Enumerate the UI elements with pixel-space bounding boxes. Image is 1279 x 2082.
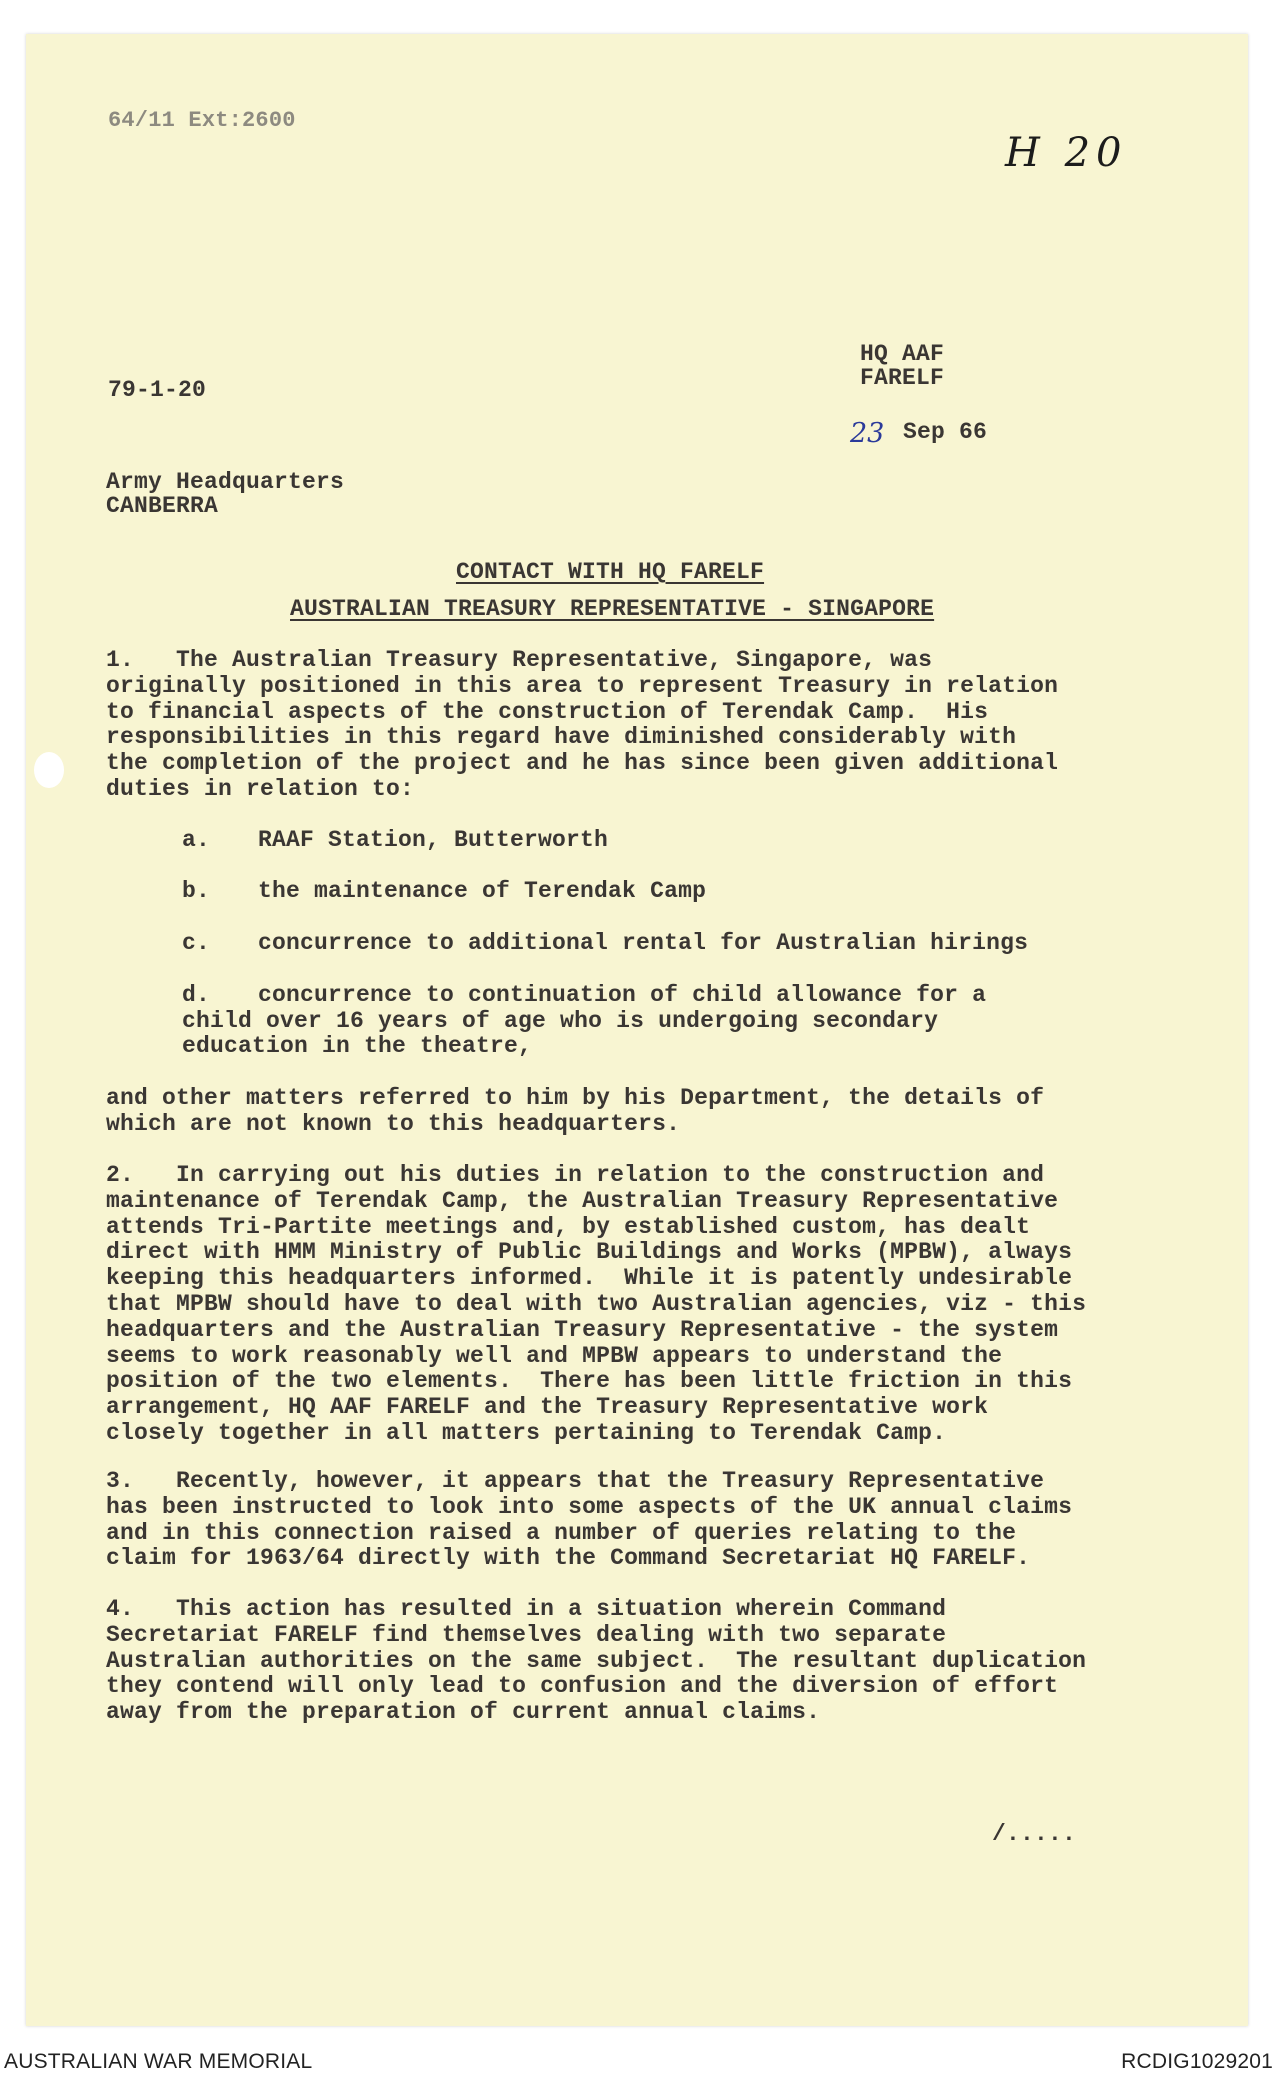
file-number: 79-1-20: [108, 377, 207, 403]
text-line: keeping this headquarters informed. While it is patently undesirable: [106, 1265, 1073, 1292]
text-line: position of the two elements. There has been little friction in this: [106, 1368, 1073, 1395]
text-line: claim for 1963/64 directly with the Command Secretariat HQ FARELF.: [106, 1545, 1031, 1572]
paragraph-1: [106, 648, 1058, 803]
paragraph-4: [106, 1597, 1086, 1726]
item-c-text: concurrence to additional rental for Australian hirings: [258, 930, 1029, 956]
text-line: which are not known to this headquarters.: [106, 1110, 681, 1137]
text-line: and in this connection raised a number of queries relating to the: [106, 1519, 1017, 1546]
text-line: 4. This action has resulted in a situation wherein Command: [106, 1596, 947, 1622]
paragraph-2: [106, 1163, 1086, 1447]
text-line: responsibilities in this regard have diminished considerably with: [106, 724, 1017, 751]
item-b-letter: b.: [182, 878, 211, 904]
footer-institution: AUSTRALIAN WAR MEMORIAL: [4, 2050, 313, 2073]
text-line: Secretariat FARELF find themselves dealing with two separate: [106, 1621, 947, 1648]
text-line: closely together in all matters pertaining to Terendak Camp.: [106, 1419, 947, 1446]
text-line: that MPBW should have to deal with two Australian agencies, viz - this: [106, 1290, 1087, 1317]
text-line: maintenance of Terendak Camp, the Australian Treasury Representative: [106, 1187, 1059, 1214]
text-line: seems to work reasonably well and MPBW appears to understand the: [106, 1342, 1003, 1369]
continuation-mark: /.....: [992, 1821, 1077, 1847]
item-c-letter: c.: [182, 930, 211, 956]
addressee-line-1: Army Headquarters: [106, 469, 345, 495]
punch-hole: [34, 752, 64, 788]
file-reference: 64/11 Ext:2600: [108, 108, 296, 133]
item-d-letter: d.: [182, 982, 211, 1008]
text-line: the completion of the project and he has since been given additional: [106, 750, 1059, 777]
text-line: and other matters referred to him by his Department, the details of: [106, 1085, 1045, 1111]
text-line: arrangement, HQ AAF FARELF and the Treasury Representative work: [106, 1394, 989, 1421]
addressee-line-2: CANBERRA: [106, 493, 219, 519]
text-line: to financial aspects of the construction of Terendak Camp. His: [106, 698, 989, 725]
text-line: they contend will only lead to confusion and the diversion of effort: [106, 1673, 1059, 1700]
title-line-1: CONTACT WITH HQ FARELF: [456, 559, 765, 585]
text-line: away from the preparation of current annual claims.: [106, 1699, 821, 1726]
item-b-text: the maintenance of Terendak Camp: [258, 878, 707, 904]
sender-line-2: FARELF: [860, 365, 945, 391]
date-month-year: Sep 66: [903, 419, 988, 445]
title-line-2: AUSTRALIAN TREASURY REPRESENTATIVE - SINGAPORE: [290, 596, 935, 622]
item-d-continuation-2: education in the theatre,: [182, 1033, 533, 1059]
item-d-text: concurrence to continuation of child allowance for a: [258, 982, 987, 1008]
text-line: 2. In carrying out his duties in relation to the construction and: [106, 1162, 1045, 1188]
footer-catalogue-id: RCDIG1029201: [1121, 2050, 1273, 2073]
paragraph-1-close: [106, 1086, 1044, 1138]
text-line: direct with HMM Ministry of Public Buildings and Works (MPBW), always: [106, 1239, 1073, 1266]
text-line: duties in relation to:: [106, 775, 415, 802]
item-a-letter: a.: [182, 827, 211, 853]
text-line: attends Tri-Partite meetings and, by established custom, has dealt: [106, 1213, 1031, 1240]
text-line: has been instructed to look into some aspects of the UK annual claims: [106, 1493, 1073, 1520]
item-d-continuation-1: child over 16 years of age who is undergoing secondary: [182, 1008, 939, 1034]
sender-line-1: HQ AAF: [860, 341, 945, 367]
text-line: Australian authorities on the same subject. The resultant duplication: [106, 1647, 1087, 1674]
text-line: 3. Recently, however, it appears that the Treasury Representative: [106, 1468, 1045, 1494]
handwritten-date-day: 23: [850, 418, 885, 449]
paragraph-3: [106, 1469, 1072, 1572]
handwritten-folio-number: H 20: [1005, 130, 1128, 176]
text-line: originally positioned in this area to represent Treasury in relation: [106, 672, 1059, 699]
text-line: headquarters and the Australian Treasury Representative - the system: [106, 1316, 1059, 1343]
item-a-text: RAAF Station, Butterworth: [258, 827, 609, 853]
text-line: 1. The Australian Treasury Representative, Singapore, was: [106, 647, 933, 673]
